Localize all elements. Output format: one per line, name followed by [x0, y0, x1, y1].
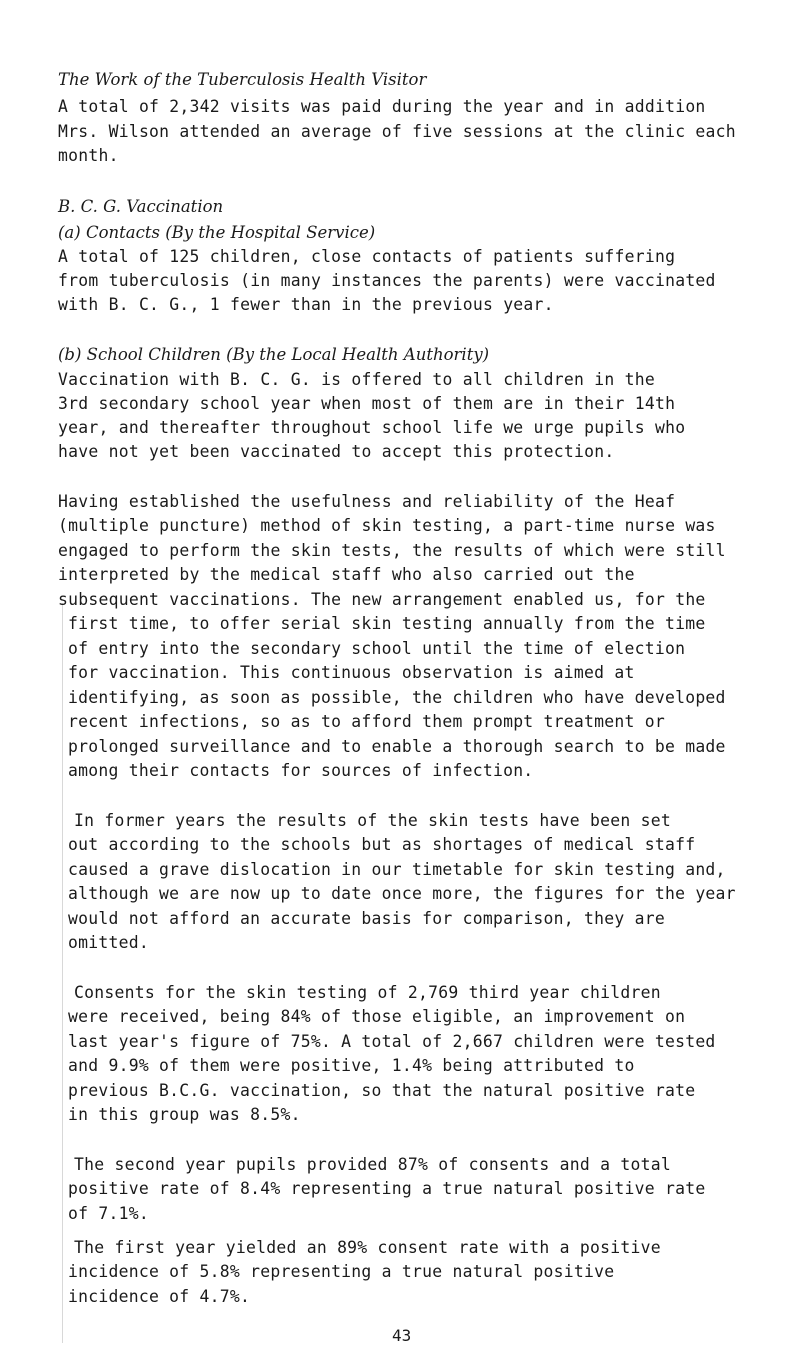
- text-line: from tuberculosis (in many instances the parents) were vaccinated: [58, 271, 716, 290]
- margin-rule: [62, 603, 63, 1343]
- text-line: among their contacts for sources of infection.: [68, 761, 534, 780]
- text-line: and 9.9% of them were positive, 1.4% being attributed to: [68, 1056, 635, 1075]
- text-line: of 7.1%.: [68, 1204, 149, 1223]
- text-line: positive rate of 8.4% representing a true natural positive rate: [68, 1179, 706, 1198]
- text-line: In former years the results of the skin tests have been set: [74, 811, 671, 830]
- text-line: year, and thereafter throughout school life we urge pupils who: [58, 418, 686, 437]
- text-line: Having established the usefulness and reliability of the Heaf: [58, 492, 676, 511]
- text-line: engaged to perform the skin tests, the results of which were still: [58, 541, 726, 560]
- text-line: for vaccination. This continuous observation is aimed at: [68, 663, 635, 682]
- page-number: 43: [392, 1326, 412, 1345]
- text-line: caused a grave dislocation in our timetable for skin testing and,: [68, 860, 726, 879]
- text-line: first time, to offer serial skin testing annually from the time: [68, 614, 706, 633]
- text-line: Consents for the skin testing of 2,769 third year children: [74, 983, 661, 1002]
- subheading-school-children: (b) School Children (By the Local Health Authority): [58, 345, 490, 364]
- text-line: incidence of 4.7%.: [68, 1287, 251, 1306]
- text-line: incidence of 5.8% representing a true natural positive: [68, 1262, 615, 1281]
- text-line: (multiple puncture) method of skin testing, a part-time nurse was: [58, 516, 716, 535]
- text-line: last year's figure of 75%. A total of 2,667 children were tested: [68, 1032, 716, 1051]
- text-line: although we are now up to date once more, the figures for the year: [68, 884, 736, 903]
- text-line: with B. C. G., 1 fewer than in the previous year.: [58, 295, 554, 314]
- text-line: prolonged surveillance and to enable a thorough search to be made: [68, 737, 726, 756]
- text-line: previous B.C.G. vaccination, so that the natural positive rate: [68, 1081, 696, 1100]
- text-line: out according to the schools but as shortages of medical staff: [68, 835, 696, 854]
- text-line: Mrs. Wilson attended an average of five sessions at the clinic each: [58, 122, 736, 141]
- text-line: A total of 2,342 visits was paid during the year and in addition: [58, 97, 706, 116]
- subheading-contacts: (a) Contacts (By the Hospital Service): [58, 223, 376, 242]
- section-heading-tb-health-visitor: The Work of the Tuberculosis Health Visitor: [58, 70, 427, 89]
- text-line: month.: [58, 146, 119, 165]
- text-line: A total of 125 children, close contacts of patients suffering: [58, 247, 676, 266]
- text-line: in this group was 8.5%.: [68, 1105, 301, 1124]
- text-line: identifying, as soon as possible, the children who have developed: [68, 688, 726, 707]
- text-line: interpreted by the medical staff who also carried out the: [58, 565, 635, 584]
- section-heading-bcg-vaccination: B. C. G. Vaccination: [58, 197, 224, 216]
- text-line: were received, being 84% of those eligible, an improvement on: [68, 1007, 686, 1026]
- text-line: omitted.: [68, 933, 149, 952]
- text-line: The first year yielded an 89% consent rate with a positive: [74, 1238, 661, 1257]
- text-line: The second year pupils provided 87% of consents and a total: [74, 1155, 671, 1174]
- text-line: of entry into the secondary school until the time of election: [68, 639, 686, 658]
- text-line: would not afford an accurate basis for comparison, they are: [68, 909, 665, 928]
- text-line: have not yet been vaccinated to accept this protection.: [58, 442, 615, 461]
- text-line: Vaccination with B. C. G. is offered to all children in the: [58, 370, 655, 389]
- text-line: recent infections, so as to afford them prompt treatment or: [68, 712, 665, 731]
- text-line: subsequent vaccinations. The new arrangement enabled us, for the: [58, 590, 706, 609]
- text-line: 3rd secondary school year when most of them are in their 14th: [58, 394, 676, 413]
